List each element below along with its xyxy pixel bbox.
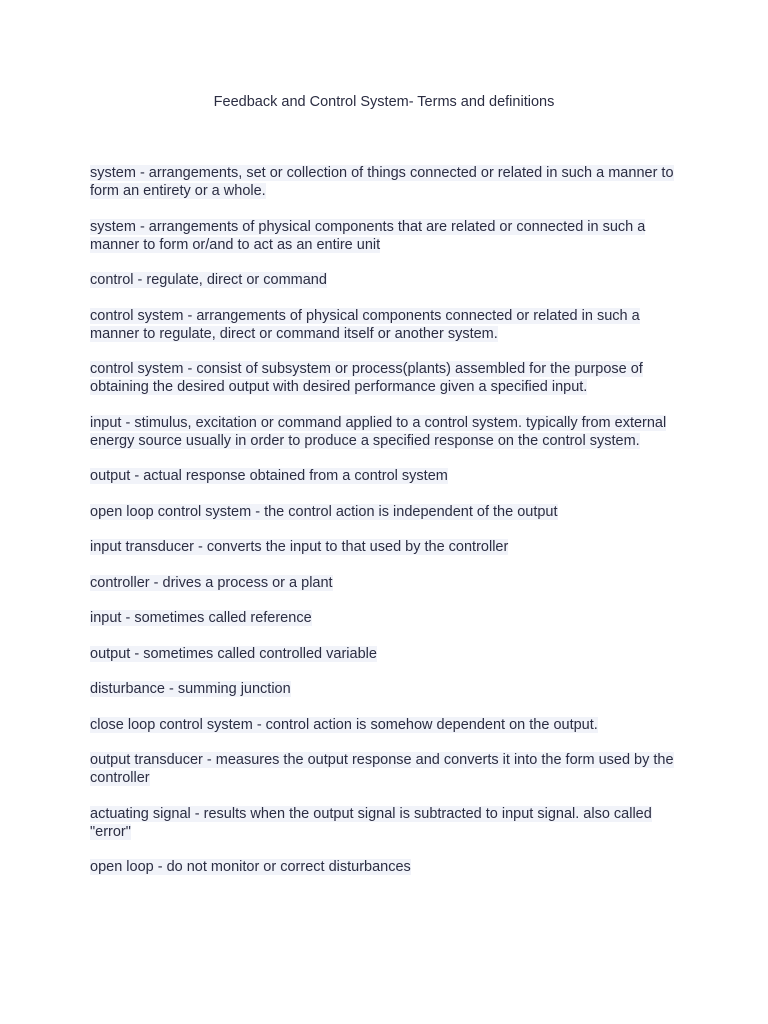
definition-item xyxy=(90,414,680,450)
definition-item xyxy=(90,271,680,289)
definition-text: close loop control system - control action is somehow dependent on the output. xyxy=(90,716,598,733)
definition-text: input transducer - converts the input to that used by the controller xyxy=(90,539,509,555)
definition-item xyxy=(90,805,680,841)
definition-text: control system - consist of subsystem or process(plants) assembled for the purpose of obtaining the desired output with desired performance given a specified input. xyxy=(90,361,643,395)
definition-item xyxy=(90,503,680,521)
definitions-list xyxy=(90,164,680,894)
definition-text: output transducer - measures the output response and converts it into the form used by the controller xyxy=(90,752,674,786)
definition-item xyxy=(90,538,680,556)
definition-item xyxy=(90,467,680,485)
definition-text: control - regulate, direct or command xyxy=(90,272,327,288)
document-title: Feedback and Control System- Terms and definitions xyxy=(213,94,555,110)
definition-item xyxy=(90,645,680,663)
definition-item xyxy=(90,574,680,592)
definition-item xyxy=(90,680,680,698)
definition-text: input - stimulus, excitation or command applied to a control system. typically from external energy source usually in order to produce a specified response on the control system. xyxy=(90,414,667,449)
definition-item xyxy=(90,858,680,876)
definition-text: open loop control system - the control action is independent of the output xyxy=(90,503,558,520)
definition-item xyxy=(90,360,680,396)
definition-item xyxy=(90,751,680,787)
definition-text: open loop - do not monitor or correct disturbances xyxy=(90,859,411,875)
definition-text: output - sometimes called controlled variable xyxy=(90,645,377,662)
definition-item xyxy=(90,716,680,734)
definition-item xyxy=(90,164,680,200)
definition-text: system - arrangements, set or collection of things connected or related in such a manner to form an entirety or a whole. xyxy=(90,165,674,199)
definition-text: output - actual response obtained from a control system xyxy=(90,468,448,484)
definition-text: actuating signal - results when the output signal is subtracted to input signal. also called "error" xyxy=(90,805,652,840)
definition-text: system - arrangements of physical components that are related or connected in such a manner to form or/and to act as an entire unit xyxy=(90,218,646,253)
definition-text: controller - drives a process or a plant xyxy=(90,574,333,591)
definition-text: disturbance - summing junction xyxy=(90,681,291,697)
definition-text: input - sometimes called reference xyxy=(90,610,312,626)
definition-item xyxy=(90,218,680,254)
definition-item xyxy=(90,307,680,343)
definition-item xyxy=(90,609,680,627)
definition-text: control system - arrangements of physical components connected or related in such a manner to regulate, direct or command itself or another system. xyxy=(90,307,640,342)
